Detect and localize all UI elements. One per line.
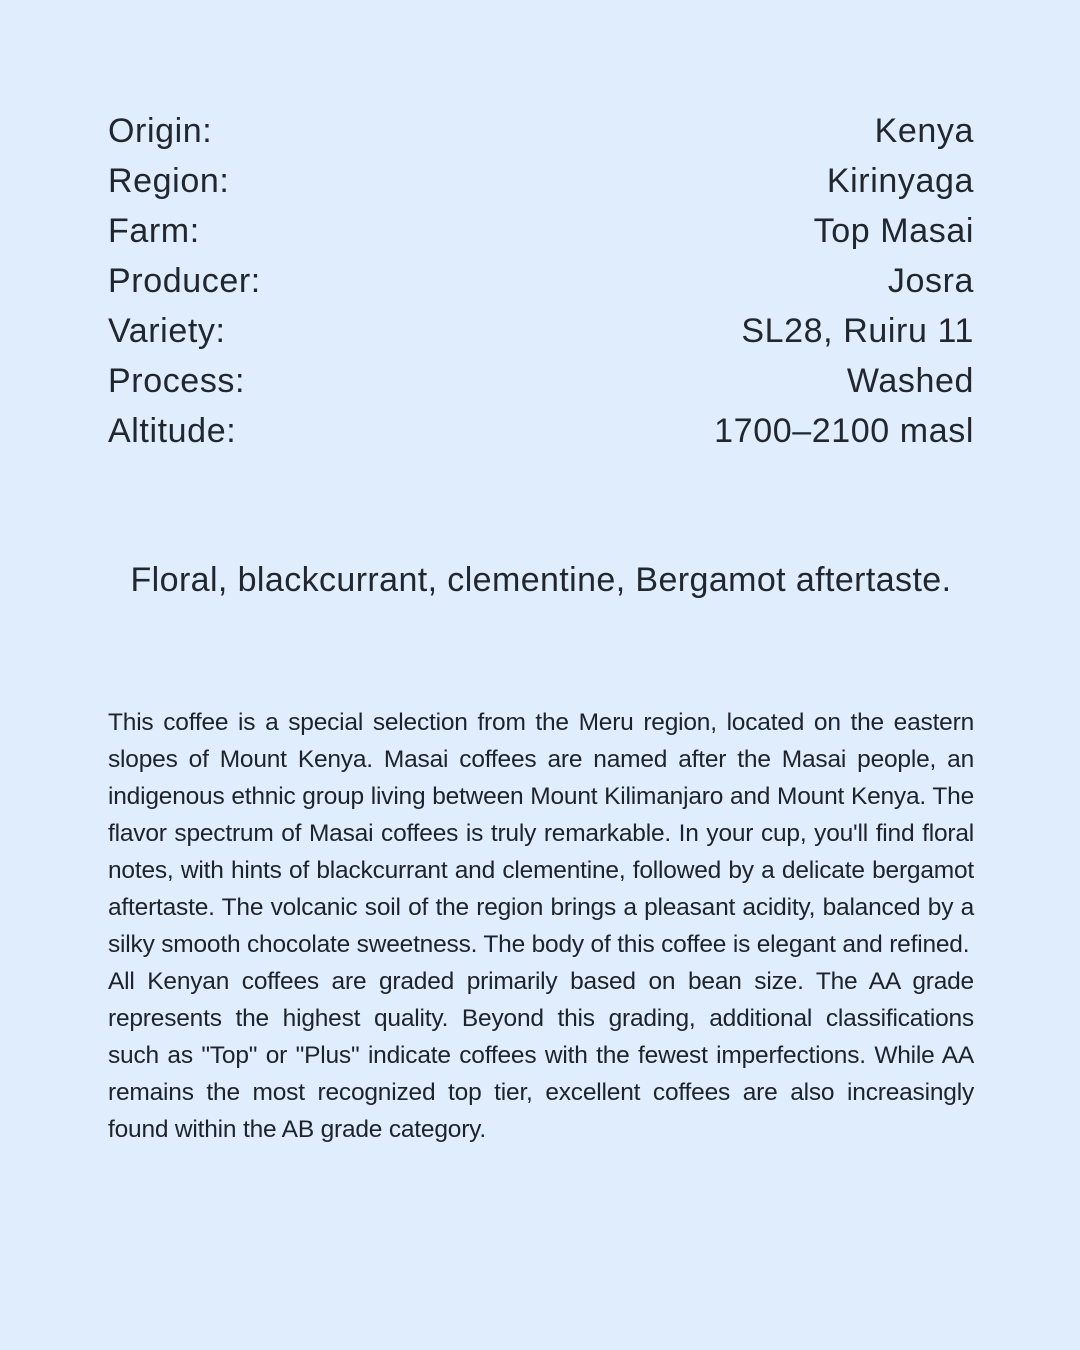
spec-value-origin: Kenya <box>874 112 974 150</box>
spec-label-origin: Origin: <box>108 112 213 150</box>
spec-row-farm <box>108 206 974 256</box>
spec-label-variety: Variety: <box>108 312 226 350</box>
coffee-specs-list <box>108 106 974 456</box>
spec-row-variety <box>108 306 974 356</box>
description-paragraph-1: This coffee is a special selection from the Meru region, located on the eastern slopes of Mount Kenya. Masai coffees are named after the Masai people, an indigenous ethnic group living between Mount Kilimanjaro and Mount Kenya. The flavor spectrum of Masai coffees is truly remarkable. In your cup, you'll find floral notes, with hints of blackcurrant and clementine, followed by a delicate bergamot aftertaste. The volcanic soil of the region brings a pleasant acidity, balanced by a silky smooth chocolate sweetness. The body of this coffee is elegant and refined. <box>108 709 974 958</box>
spec-row-origin <box>108 106 974 156</box>
spec-value-farm: Top Masai <box>813 212 974 250</box>
spec-value-altitude: 1700–2100 masl <box>714 412 974 450</box>
spec-value-producer: Josra <box>887 262 974 300</box>
spec-label-farm: Farm: <box>108 212 200 250</box>
spec-row-region <box>108 156 974 206</box>
spec-value-region: Kirinyaga <box>826 162 974 200</box>
spec-label-process: Process: <box>108 362 246 400</box>
spec-row-producer <box>108 256 974 306</box>
spec-row-process <box>108 356 974 406</box>
coffee-description <box>108 704 974 1148</box>
spec-value-variety: SL28, Ruiru 11 <box>741 312 974 350</box>
spec-label-region: Region: <box>108 162 230 200</box>
spec-label-altitude: Altitude: <box>108 412 237 450</box>
spec-label-producer: Producer: <box>108 262 261 300</box>
description-paragraph-2: All Kenyan coffees are graded primarily based on bean size. The AA grade represents the highest quality. Beyond this grading, additional classifications such as "Top" or "Plus" indicate coffees with the fewest imperfections. While AA remains the most recognized top tier, excellent coffees are also increasingly found within the AB grade category. <box>108 968 974 1143</box>
spec-value-process: Washed <box>846 362 974 400</box>
tasting-notes: Floral, blackcurrant, clementine, Bergamot aftertaste. <box>130 561 952 599</box>
spec-row-altitude <box>108 406 974 456</box>
